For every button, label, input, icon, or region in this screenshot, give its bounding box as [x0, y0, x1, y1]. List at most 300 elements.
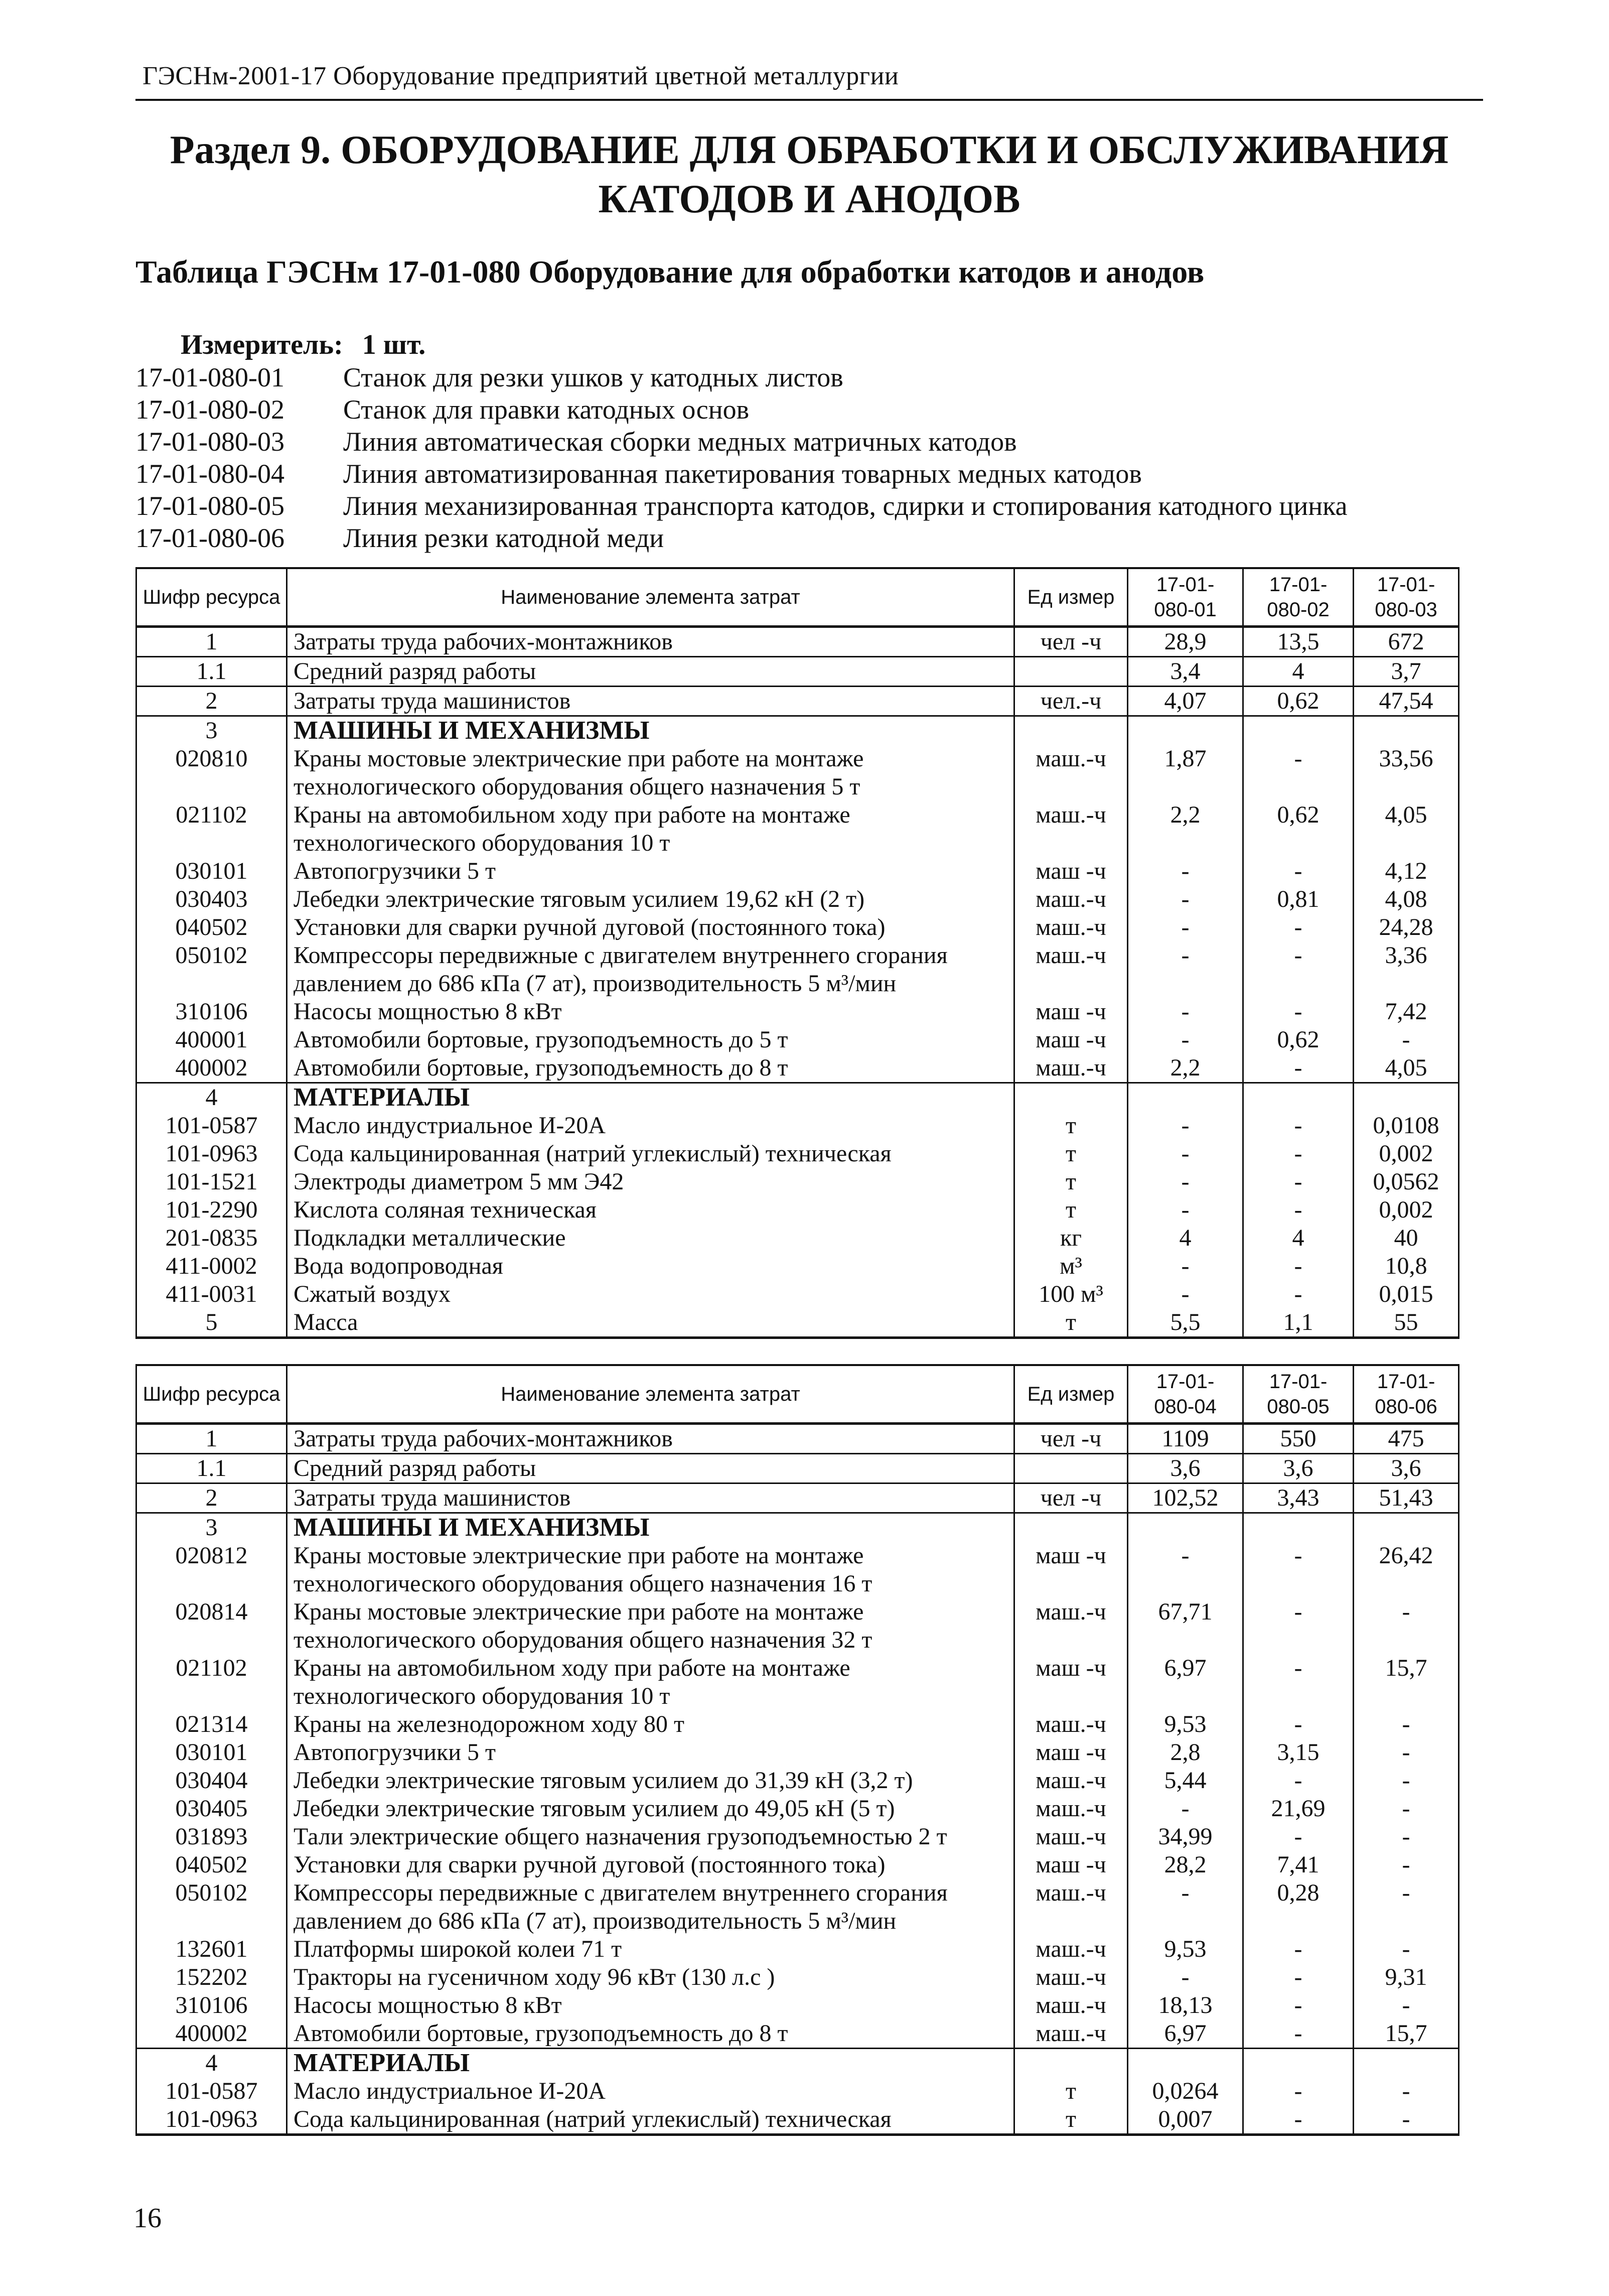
- norm-value-cell: -: [1354, 2105, 1459, 2135]
- norm-value-cell: 475: [1354, 1424, 1459, 1454]
- cost-element-cell: Насосы мощностью 8 кВт: [287, 998, 1014, 1026]
- norm-value-cell: 2,8: [1128, 1738, 1243, 1767]
- table-row: [136, 687, 1459, 716]
- norm-value-cell: [1128, 2049, 1243, 2078]
- resource-code-cell: 021314: [136, 1710, 287, 1738]
- norm-value-cell: -: [1128, 1168, 1243, 1196]
- cost-element-cell: Лебедки электрические тяговым усилием до 31,39 кН (3,2 т): [287, 1767, 1014, 1795]
- norm-value-cell: -: [1243, 998, 1354, 1026]
- unit-cell: кг: [1014, 1224, 1128, 1252]
- norm-value-cell: -: [1354, 1823, 1459, 1851]
- norm-value-cell: 10,8: [1354, 1252, 1459, 1280]
- cost-element-cell: Платформы широкой колеи 71 т: [287, 1935, 1014, 1963]
- table-row: [136, 1879, 1459, 1935]
- norm-value-cell: -: [1128, 1252, 1243, 1280]
- cost-element-cell: Автомобили бортовые, грузоподъемность до 8 т: [287, 2019, 1014, 2049]
- norm-value-cell: -: [1354, 2077, 1459, 2105]
- norm-value-cell: 3,6: [1354, 1454, 1459, 1483]
- resource-code-cell: 4: [136, 1083, 287, 1112]
- norm-value-cell: -: [1243, 1112, 1354, 1140]
- cost-element-cell: Затраты труда рабочих-монтажников: [287, 1424, 1014, 1454]
- resource-code-cell: 030404: [136, 1767, 287, 1795]
- norm-value-cell: 550: [1243, 1424, 1354, 1454]
- resource-code-cell: 020814: [136, 1598, 287, 1654]
- table-row: [136, 1654, 1459, 1710]
- norm-value-cell: 4,07: [1128, 687, 1243, 716]
- unit-cell: т: [1014, 1196, 1128, 1224]
- table-row: [136, 745, 1459, 801]
- table-row: [136, 1308, 1459, 1338]
- norm-value-cell: 6,97: [1128, 2019, 1243, 2049]
- header-unit: Ед измер: [1014, 568, 1128, 627]
- unit-cell: т: [1014, 1140, 1128, 1168]
- unit-cell: маш.-ч: [1014, 1598, 1128, 1654]
- table-row: [136, 2077, 1459, 2105]
- unit-cell: маш.-ч: [1014, 1767, 1128, 1795]
- cost-element-cell: Сода кальцинированная (натрий углекислый) техническая: [287, 1140, 1014, 1168]
- table-row: [136, 2019, 1459, 2049]
- cost-element-cell: МАТЕРИАЛЫ: [287, 2049, 1014, 2078]
- cost-element-cell: Сжатый воздух: [287, 1280, 1014, 1308]
- norm-value-cell: 26,42: [1354, 1542, 1459, 1598]
- resource-code-cell: 2: [136, 1483, 287, 1513]
- table-row: [136, 1252, 1459, 1280]
- cost-element-cell: Автомобили бортовые, грузоподъемность до 8 т: [287, 1054, 1014, 1083]
- cost-element-cell: Затраты труда машинистов: [287, 1483, 1014, 1513]
- header-norm-080-04: 17-01- 080-04: [1128, 1365, 1243, 1424]
- code-list-name: Линия резки катодной меди: [343, 523, 664, 553]
- code-list-code: 17-01-080-03: [135, 427, 284, 457]
- norm-value-cell: [1243, 716, 1354, 745]
- resource-code-cell: 040502: [136, 913, 287, 941]
- table-row: [136, 1963, 1459, 1991]
- norm-value-cell: -: [1243, 2019, 1354, 2049]
- cost-element-cell: Компрессоры передвижные с двигателем внутреннего сгорания давлением до 686 кПа (7 ат), производительность 5 м³/мин: [287, 1879, 1014, 1935]
- table-row: [136, 657, 1459, 687]
- norm-value-cell: 102,52: [1128, 1483, 1243, 1513]
- norm-value-cell: -: [1243, 857, 1354, 885]
- norm-value-cell: -: [1243, 1654, 1354, 1710]
- unit-cell: маш.-ч: [1014, 913, 1128, 941]
- cost-element-cell: Вода водопроводная: [287, 1252, 1014, 1280]
- unit-cell: чел -ч: [1014, 1483, 1128, 1513]
- table-row: [136, 1767, 1459, 1795]
- resource-code-cell: 030101: [136, 857, 287, 885]
- norm-value-cell: 3,4: [1128, 657, 1243, 687]
- norm-value-cell: 7,42: [1354, 998, 1459, 1026]
- unit-cell: т: [1014, 1168, 1128, 1196]
- norm-value-cell: 21,69: [1243, 1795, 1354, 1823]
- resource-code-cell: 021102: [136, 1654, 287, 1710]
- norm-value-cell: 2,2: [1128, 1054, 1243, 1083]
- table-body: [136, 1424, 1459, 2135]
- norm-value-cell: -: [1243, 745, 1354, 801]
- norm-value-cell: 2,2: [1128, 801, 1243, 857]
- cost-element-cell: Краны на автомобильном ходу при работе на монтаже технологического оборудования 10 т: [287, 801, 1014, 857]
- norm-value-cell: 3,15: [1243, 1738, 1354, 1767]
- unit-cell: м³: [1014, 1252, 1128, 1280]
- unit-cell: маш -ч: [1014, 1654, 1128, 1710]
- norm-value-cell: 15,7: [1354, 1654, 1459, 1710]
- norm-value-cell: 55: [1354, 1308, 1459, 1338]
- norm-value-cell: -: [1243, 1598, 1354, 1654]
- code-list-name: Станок для резки ушков у катодных листов: [343, 362, 843, 392]
- resource-code-cell: 1: [136, 1424, 287, 1454]
- norm-value-cell: -: [1354, 1598, 1459, 1654]
- code-list-name: Линия механизированная транспорта катодов, сдирки и стопирования катодного цинка: [343, 491, 1348, 521]
- norm-value-cell: 33,56: [1354, 745, 1459, 801]
- norm-value-cell: 4: [1128, 1224, 1243, 1252]
- norm-value-cell: -: [1243, 1280, 1354, 1308]
- norm-value-cell: -: [1128, 1879, 1243, 1935]
- norm-value-cell: -: [1128, 913, 1243, 941]
- table-row: [136, 1140, 1459, 1168]
- norm-value-cell: -: [1128, 885, 1243, 913]
- table-row: [136, 1026, 1459, 1054]
- norm-value-cell: -: [1243, 1991, 1354, 2019]
- header-norm-080-06: 17-01- 080-06: [1354, 1365, 1459, 1424]
- norm-value-cell: -: [1243, 1140, 1354, 1168]
- code-list: [135, 361, 1348, 554]
- table-row: [136, 1112, 1459, 1140]
- norm-value-cell: 3,7: [1354, 657, 1459, 687]
- norm-value-cell: [1354, 1083, 1459, 1112]
- resource-code-cell: 411-0002: [136, 1252, 287, 1280]
- table-header-row: [136, 568, 1459, 627]
- norm-value-cell: -: [1243, 1196, 1354, 1224]
- code-list-name: Станок для правки катодных основ: [343, 394, 750, 425]
- unit-cell: маш -ч: [1014, 1851, 1128, 1879]
- resource-code-cell: 031893: [136, 1823, 287, 1851]
- norm-value-cell: 3,36: [1354, 941, 1459, 998]
- table-row: [136, 1280, 1459, 1308]
- norm-value-cell: 4: [1243, 1224, 1354, 1252]
- running-header: ГЭСНм-2001-17 Оборудование предприятий цветной металлургии: [142, 62, 899, 90]
- unit-cell: маш.-ч: [1014, 941, 1128, 998]
- cost-element-cell: Масло индустриальное И-20А: [287, 2077, 1014, 2105]
- table-row: [136, 2105, 1459, 2135]
- norm-value-cell: -: [1128, 1795, 1243, 1823]
- resource-code-cell: 400001: [136, 1026, 287, 1054]
- header-norm-080-01: 17-01- 080-01: [1128, 568, 1243, 627]
- resource-code-cell: 040502: [136, 1851, 287, 1879]
- norm-value-cell: 40: [1354, 1224, 1459, 1252]
- table-row: [136, 1935, 1459, 1963]
- table-row: [136, 1542, 1459, 1598]
- resource-code-cell: 201-0835: [136, 1224, 287, 1252]
- norm-value-cell: 13,5: [1243, 627, 1354, 657]
- measure-value: 1 шт.: [362, 329, 426, 360]
- norm-value-cell: -: [1243, 1935, 1354, 1963]
- unit-cell: чел -ч: [1014, 1424, 1128, 1454]
- unit-cell: т: [1014, 2105, 1128, 2135]
- resource-code-cell: 411-0031: [136, 1280, 287, 1308]
- unit-cell: маш.-ч: [1014, 1054, 1128, 1083]
- norm-value-cell: 1109: [1128, 1424, 1243, 1454]
- table-section-row: [136, 2049, 1459, 2078]
- norms-table-1: [135, 567, 1459, 1339]
- resource-code-cell: 152202: [136, 1963, 287, 1991]
- table-section-row: [136, 1513, 1459, 1542]
- norm-value-cell: -: [1354, 1026, 1459, 1054]
- norm-value-cell: 0,007: [1128, 2105, 1243, 2135]
- norm-value-cell: -: [1243, 1767, 1354, 1795]
- table-row: [136, 1710, 1459, 1738]
- code-list-code: 17-01-080-06: [135, 523, 284, 553]
- norm-value-cell: -: [1128, 941, 1243, 998]
- resource-code-cell: 4: [136, 2049, 287, 2078]
- code-list-item: [135, 458, 1348, 490]
- page-number: 16: [133, 2203, 162, 2234]
- unit-cell: [1014, 1083, 1128, 1112]
- unit-cell: маш -ч: [1014, 857, 1128, 885]
- resource-code-cell: 021102: [136, 801, 287, 857]
- norm-value-cell: -: [1128, 1542, 1243, 1598]
- table-row: [136, 801, 1459, 857]
- norm-value-cell: 24,28: [1354, 913, 1459, 941]
- norm-value-cell: -: [1128, 1112, 1243, 1140]
- norm-value-cell: -: [1243, 1823, 1354, 1851]
- unit-cell: чел -ч: [1014, 627, 1128, 657]
- norm-value-cell: -: [1243, 1168, 1354, 1196]
- norm-value-cell: [1243, 1513, 1354, 1542]
- table-row: [136, 1424, 1459, 1454]
- cost-element-cell: Тракторы на гусеничном ходу 96 кВт (130 л.с ): [287, 1963, 1014, 1991]
- cost-element-cell: Затраты труда машинистов: [287, 687, 1014, 716]
- norm-value-cell: 4,05: [1354, 801, 1459, 857]
- norm-value-cell: 3,6: [1243, 1454, 1354, 1483]
- norm-value-cell: -: [1128, 1963, 1243, 1991]
- norm-value-cell: 47,54: [1354, 687, 1459, 716]
- norm-value-cell: 9,31: [1354, 1963, 1459, 1991]
- norm-value-cell: [1128, 1083, 1243, 1112]
- norm-value-cell: 15,7: [1354, 2019, 1459, 2049]
- norm-value-cell: -: [1128, 998, 1243, 1026]
- norm-value-cell: 1,87: [1128, 745, 1243, 801]
- norms-table-2: [135, 1364, 1459, 2136]
- code-list-item: [135, 426, 1348, 458]
- header-norm-080-03: 17-01- 080-03: [1354, 568, 1459, 627]
- table-row: [136, 1991, 1459, 2019]
- code-list-name: Линия автоматизированная пакетирования товарных медных катодов: [343, 459, 1142, 489]
- resource-code-cell: 1.1: [136, 1454, 287, 1483]
- table-row: [136, 1168, 1459, 1196]
- resource-code-cell: 3: [136, 716, 287, 745]
- norm-value-cell: -: [1243, 2077, 1354, 2105]
- cost-element-cell: Подкладки металлические: [287, 1224, 1014, 1252]
- resource-code-cell: 3: [136, 1513, 287, 1542]
- norm-value-cell: 6,97: [1128, 1654, 1243, 1710]
- cost-element-cell: Кислота соляная техническая: [287, 1196, 1014, 1224]
- unit-cell: маш.-ч: [1014, 1991, 1128, 2019]
- resource-code-cell: 030101: [136, 1738, 287, 1767]
- unit-cell: [1014, 1513, 1128, 1542]
- norm-value-cell: [1243, 1083, 1354, 1112]
- norm-value-cell: 0,0108: [1354, 1112, 1459, 1140]
- resource-code-cell: 1: [136, 627, 287, 657]
- unit-cell: маш.-ч: [1014, 1879, 1128, 1935]
- unit-cell: маш.-ч: [1014, 1963, 1128, 1991]
- table-row: [136, 1196, 1459, 1224]
- norm-value-cell: 0,002: [1354, 1140, 1459, 1168]
- table-row: [136, 1598, 1459, 1654]
- table-section-row: [136, 1083, 1459, 1112]
- norm-value-cell: [1128, 716, 1243, 745]
- cost-element-cell: Лебедки электрические тяговым усилием 19,62 кН (2 т): [287, 885, 1014, 913]
- measure-label: Измеритель:: [181, 329, 343, 360]
- resource-code-cell: 1.1: [136, 657, 287, 687]
- table-row: [136, 913, 1459, 941]
- table-row: [136, 998, 1459, 1026]
- unit-cell: маш -ч: [1014, 1026, 1128, 1054]
- norm-value-cell: 4,05: [1354, 1054, 1459, 1083]
- code-list-code: 17-01-080-02: [135, 394, 284, 425]
- resource-code-cell: 310106: [136, 1991, 287, 2019]
- section-title-line-1: Раздел 9. ОБОРУДОВАНИЕ ДЛЯ ОБРАБОТКИ И ОБСЛУЖИВАНИЯ: [170, 128, 1449, 172]
- norm-value-cell: -: [1243, 1710, 1354, 1738]
- resource-code-cell: 132601: [136, 1935, 287, 1963]
- resource-code-cell: 400002: [136, 1054, 287, 1083]
- cost-element-cell: Сода кальцинированная (натрий углекислый) техническая: [287, 2105, 1014, 2135]
- norm-value-cell: 5,5: [1128, 1308, 1243, 1338]
- header-cost-element: Наименование элемента затрат: [287, 1365, 1014, 1424]
- unit-cell: маш.-ч: [1014, 745, 1128, 801]
- cost-element-cell: Масса: [287, 1308, 1014, 1338]
- cost-element-cell: МАШИНЫ И МЕХАНИЗМЫ: [287, 1513, 1014, 1542]
- norm-value-cell: 0,0562: [1354, 1168, 1459, 1196]
- table-row: [136, 941, 1459, 998]
- resource-code-cell: 101-0963: [136, 2105, 287, 2135]
- code-list-code: 17-01-080-05: [135, 491, 284, 521]
- norm-value-cell: 28,2: [1128, 1851, 1243, 1879]
- header-resource-code: Шифр ресурса: [136, 1365, 287, 1424]
- resource-code-cell: 030405: [136, 1795, 287, 1823]
- norm-value-cell: -: [1354, 1991, 1459, 2019]
- norm-value-cell: 0,62: [1243, 1026, 1354, 1054]
- table-row: [136, 1823, 1459, 1851]
- table-row: [136, 1454, 1459, 1483]
- norm-value-cell: -: [1128, 1280, 1243, 1308]
- cost-element-cell: Компрессоры передвижные с двигателем внутреннего сгорания давлением до 686 кПа (7 ат), производительность 5 м³/мин: [287, 941, 1014, 998]
- resource-code-cell: 050102: [136, 1879, 287, 1935]
- cost-element-cell: Масло индустриальное И-20А: [287, 1112, 1014, 1140]
- table-row: [136, 1738, 1459, 1767]
- cost-element-cell: Автопогрузчики 5 т: [287, 857, 1014, 885]
- resource-code-cell: 101-2290: [136, 1196, 287, 1224]
- norm-value-cell: 0,0264: [1128, 2077, 1243, 2105]
- unit-cell: маш.-ч: [1014, 1935, 1128, 1963]
- measure-line: [181, 329, 425, 361]
- unit-cell: [1014, 1454, 1128, 1483]
- resource-code-cell: 101-0587: [136, 2077, 287, 2105]
- header-norm-080-02: 17-01- 080-02: [1243, 568, 1354, 627]
- norm-value-cell: 672: [1354, 627, 1459, 657]
- resource-code-cell: 2: [136, 687, 287, 716]
- cost-element-cell: Автопогрузчики 5 т: [287, 1738, 1014, 1767]
- norm-value-cell: -: [1243, 913, 1354, 941]
- norm-value-cell: -: [1243, 2105, 1354, 2135]
- cost-element-cell: Установки для сварки ручной дуговой (постоянного тока): [287, 913, 1014, 941]
- table-row: [136, 857, 1459, 885]
- norm-value-cell: 7,41: [1243, 1851, 1354, 1879]
- resource-code-cell: 101-0963: [136, 1140, 287, 1168]
- cost-element-cell: Электроды диаметром 5 мм Э42: [287, 1168, 1014, 1196]
- unit-cell: маш.-ч: [1014, 1710, 1128, 1738]
- unit-cell: маш -ч: [1014, 1738, 1128, 1767]
- table-row: [136, 1795, 1459, 1823]
- code-list-item: [135, 490, 1348, 522]
- table-title: Таблица ГЭСНм 17-01-080 Оборудование для обработки катодов и анодов: [135, 254, 1205, 290]
- cost-element-cell: Краны мостовые электрические при работе на монтаже технологического оборудования общего назначения 32 т: [287, 1598, 1014, 1654]
- norm-value-cell: [1128, 1513, 1243, 1542]
- code-list-item: [135, 393, 1348, 426]
- norm-value-cell: -: [1354, 1767, 1459, 1795]
- norm-value-cell: -: [1243, 1963, 1354, 1991]
- cost-element-cell: Затраты труда рабочих-монтажников: [287, 627, 1014, 657]
- header-norm-080-05: 17-01- 080-05: [1243, 1365, 1354, 1424]
- norm-value-cell: 3,6: [1128, 1454, 1243, 1483]
- norm-value-cell: 18,13: [1128, 1991, 1243, 2019]
- resource-code-cell: 020812: [136, 1542, 287, 1598]
- norm-value-cell: 34,99: [1128, 1823, 1243, 1851]
- norm-value-cell: 1,1: [1243, 1308, 1354, 1338]
- cost-element-cell: Тали электрические общего назначения грузоподъемностью 2 т: [287, 1823, 1014, 1851]
- code-list-item: [135, 522, 1348, 554]
- resource-code-cell: 5: [136, 1308, 287, 1338]
- norm-value-cell: -: [1354, 1879, 1459, 1935]
- unit-cell: [1014, 2049, 1128, 2078]
- norm-value-cell: -: [1243, 1542, 1354, 1598]
- norm-value-cell: -: [1243, 941, 1354, 998]
- norm-value-cell: [1354, 2049, 1459, 2078]
- cost-element-cell: Краны мостовые электрические при работе на монтаже технологического оборудования общего назначения 16 т: [287, 1542, 1014, 1598]
- section-title: [135, 125, 1483, 224]
- table-row: [136, 1054, 1459, 1083]
- header-resource-code: Шифр ресурса: [136, 568, 287, 627]
- cost-element-cell: Лебедки электрические тяговым усилием до 49,05 кН (5 т): [287, 1795, 1014, 1823]
- cost-element-cell: Насосы мощностью 8 кВт: [287, 1991, 1014, 2019]
- norm-value-cell: [1354, 1513, 1459, 1542]
- cost-element-cell: МАШИНЫ И МЕХАНИЗМЫ: [287, 716, 1014, 745]
- cost-element-cell: Средний разряд работы: [287, 657, 1014, 687]
- table-row: [136, 885, 1459, 913]
- unit-cell: [1014, 657, 1128, 687]
- norm-value-cell: -: [1128, 1140, 1243, 1168]
- code-list-code: 17-01-080-04: [135, 459, 284, 489]
- resource-code-cell: 050102: [136, 941, 287, 998]
- norm-value-cell: -: [1354, 1935, 1459, 1963]
- norm-value-cell: 0,62: [1243, 687, 1354, 716]
- norm-value-cell: -: [1243, 1252, 1354, 1280]
- header-rule: [135, 99, 1483, 101]
- table-body: [136, 627, 1459, 1338]
- cost-element-cell: Краны на автомобильном ходу при работе на монтаже технологического оборудования 10 т: [287, 1654, 1014, 1710]
- header-unit: Ед измер: [1014, 1365, 1128, 1424]
- resource-code-cell: 030403: [136, 885, 287, 913]
- norm-value-cell: -: [1128, 857, 1243, 885]
- table-section-row: [136, 716, 1459, 745]
- norm-value-cell: -: [1128, 1026, 1243, 1054]
- norm-value-cell: 0,28: [1243, 1879, 1354, 1935]
- unit-cell: маш.-ч: [1014, 1823, 1128, 1851]
- norm-value-cell: -: [1128, 1196, 1243, 1224]
- resource-code-cell: 101-0587: [136, 1112, 287, 1140]
- unit-cell: т: [1014, 1112, 1128, 1140]
- norm-value-cell: 0,62: [1243, 801, 1354, 857]
- norm-value-cell: 3,43: [1243, 1483, 1354, 1513]
- cost-element-cell: МАТЕРИАЛЫ: [287, 1083, 1014, 1112]
- section-title-line-2: КАТОДОВ И АНОДОВ: [598, 177, 1020, 221]
